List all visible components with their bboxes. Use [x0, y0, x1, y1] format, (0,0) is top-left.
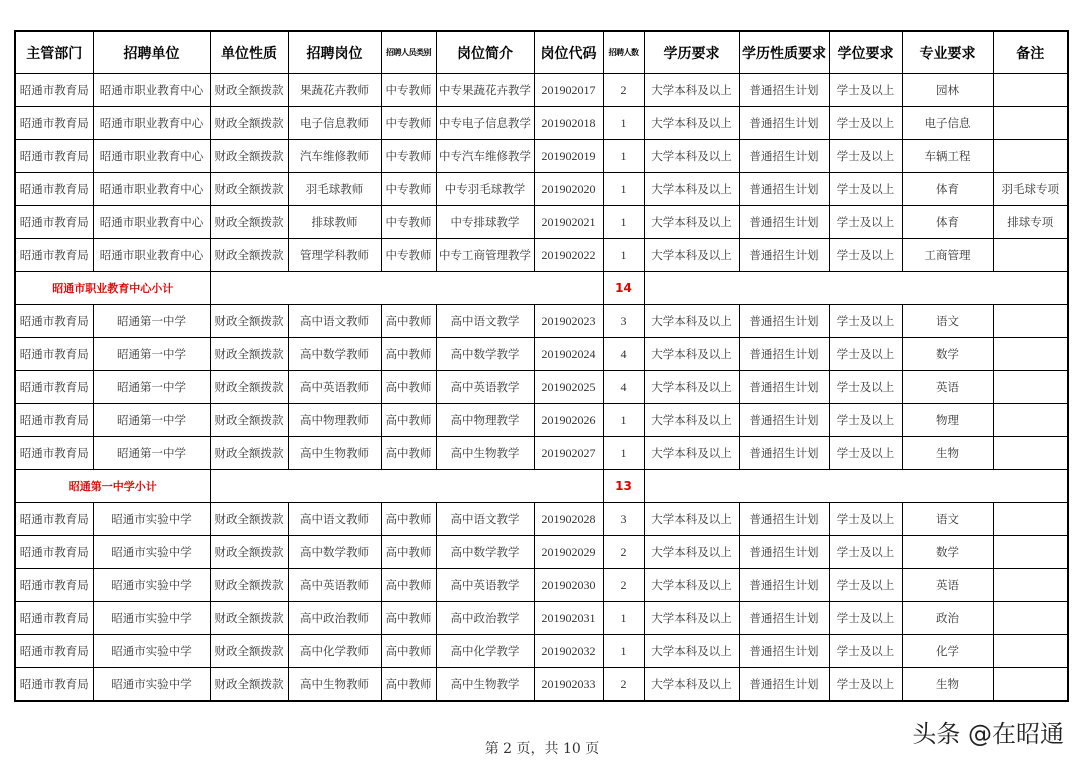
table-cell: 财政全额拨款	[210, 602, 288, 635]
subtotal-label: 昭通第一中学小计	[15, 470, 210, 503]
table-cell: 大学本科及以上	[644, 404, 739, 437]
table-cell: 昭通市教育局	[15, 635, 93, 668]
table-row	[15, 74, 1068, 107]
table-cell: 高中生物教师	[288, 668, 381, 702]
table-cell: 高中教师	[381, 668, 436, 702]
table-cell: 高中英语教学	[436, 569, 534, 602]
table-cell: 排球专项	[993, 206, 1068, 239]
table-cell: 大学本科及以上	[644, 503, 739, 536]
table-cell: 大学本科及以上	[644, 140, 739, 173]
table-cell: 高中化学教师	[288, 635, 381, 668]
table-cell: 高中教师	[381, 305, 436, 338]
table-cell: 201902018	[534, 107, 603, 140]
table-cell: 学士及以上	[829, 602, 902, 635]
table-cell: 普通招生计划	[739, 140, 829, 173]
table-cell: 英语	[902, 569, 993, 602]
table-cell: 昭通市教育局	[15, 569, 93, 602]
table-cell: 财政全额拨款	[210, 140, 288, 173]
table-cell: 生物	[902, 668, 993, 702]
table-cell: 大学本科及以上	[644, 437, 739, 470]
table-cell: 电子信息	[902, 107, 993, 140]
subtotal-count: 14	[603, 272, 644, 305]
table-cell: 201902033	[534, 668, 603, 702]
table-cell: 201902022	[534, 239, 603, 272]
table-cell: 普通招生计划	[739, 536, 829, 569]
table-cell: 高中数学教师	[288, 338, 381, 371]
table-cell: 昭通市教育局	[15, 338, 93, 371]
table-row	[15, 371, 1068, 404]
table-cell	[993, 437, 1068, 470]
table-cell: 高中语文教师	[288, 305, 381, 338]
column-header: 单位性质	[210, 31, 288, 74]
table-cell: 普通招生计划	[739, 338, 829, 371]
table-cell: 大学本科及以上	[644, 206, 739, 239]
table-cell: 财政全额拨款	[210, 536, 288, 569]
table-cell: 学士及以上	[829, 239, 902, 272]
table-cell: 数学	[902, 536, 993, 569]
table-cell: 普通招生计划	[739, 503, 829, 536]
table-cell: 1	[603, 602, 644, 635]
table-cell: 201902019	[534, 140, 603, 173]
table-cell	[993, 635, 1068, 668]
table-cell	[993, 338, 1068, 371]
table-cell: 昭通市教育局	[15, 107, 93, 140]
table-cell: 201902032	[534, 635, 603, 668]
table-cell: 201902025	[534, 371, 603, 404]
table-cell: 中专电子信息教学	[436, 107, 534, 140]
table-cell: 高中教师	[381, 569, 436, 602]
table-cell: 普通招生计划	[739, 206, 829, 239]
table-cell: 昭通市职业教育中心	[93, 173, 210, 206]
table-cell: 中专果蔬花卉教学	[436, 74, 534, 107]
table-cell: 财政全额拨款	[210, 371, 288, 404]
subtotal-count: 13	[603, 470, 644, 503]
table-cell: 1	[603, 239, 644, 272]
recruitment-table	[14, 30, 1069, 702]
table-cell: 车辆工程	[902, 140, 993, 173]
table-cell: 财政全额拨款	[210, 74, 288, 107]
table-cell: 普通招生计划	[739, 437, 829, 470]
table-cell: 大学本科及以上	[644, 668, 739, 702]
table-cell: 普通招生计划	[739, 239, 829, 272]
table-cell: 中专工商管理教学	[436, 239, 534, 272]
table-cell	[993, 305, 1068, 338]
table-cell	[993, 140, 1068, 173]
table-cell: 大学本科及以上	[644, 635, 739, 668]
table-cell: 201902017	[534, 74, 603, 107]
table-cell: 昭通市教育局	[15, 140, 93, 173]
table-cell: 中专教师	[381, 239, 436, 272]
table-cell: 高中教师	[381, 503, 436, 536]
table-cell: 昭通市实验中学	[93, 602, 210, 635]
table-header	[15, 31, 1068, 74]
table-cell: 财政全额拨款	[210, 338, 288, 371]
table-cell: 语文	[902, 503, 993, 536]
table-cell	[993, 74, 1068, 107]
table-cell: 高中教师	[381, 371, 436, 404]
table-row	[15, 437, 1068, 470]
table-cell: 大学本科及以上	[644, 239, 739, 272]
table-cell: 高中英语教学	[436, 371, 534, 404]
table-cell: 英语	[902, 371, 993, 404]
table-cell: 201902031	[534, 602, 603, 635]
subtotal-label: 昭通市职业教育中心小计	[15, 272, 210, 305]
table-cell: 201902027	[534, 437, 603, 470]
table-cell: 学士及以上	[829, 536, 902, 569]
table-cell: 电子信息教师	[288, 107, 381, 140]
table-row	[15, 173, 1068, 206]
table-cell: 财政全额拨款	[210, 569, 288, 602]
column-header: 学位要求	[829, 31, 902, 74]
table-cell: 中专排球教学	[436, 206, 534, 239]
table-cell: 财政全额拨款	[210, 173, 288, 206]
table-cell: 学士及以上	[829, 569, 902, 602]
table-cell: 大学本科及以上	[644, 305, 739, 338]
table-row	[15, 503, 1068, 536]
table-cell: 学士及以上	[829, 635, 902, 668]
table-row	[15, 107, 1068, 140]
table-cell: 1	[603, 437, 644, 470]
table-cell: 财政全额拨款	[210, 206, 288, 239]
table-cell: 财政全额拨款	[210, 668, 288, 702]
table-cell: 高中生物教师	[288, 437, 381, 470]
table-cell: 昭通市实验中学	[93, 635, 210, 668]
table-cell: 学士及以上	[829, 74, 902, 107]
page-number: 第 2 页，共 10 页	[484, 741, 600, 757]
table-cell: 体育	[902, 206, 993, 239]
table-cell: 汽车维修教师	[288, 140, 381, 173]
table-cell: 大学本科及以上	[644, 536, 739, 569]
table-cell: 201902030	[534, 569, 603, 602]
table-cell: 大学本科及以上	[644, 602, 739, 635]
table-cell: 普通招生计划	[739, 173, 829, 206]
column-header: 备注	[993, 31, 1068, 74]
table-cell: 学士及以上	[829, 437, 902, 470]
watermark: 头条 @在昭通	[912, 720, 1064, 748]
table-cell: 201902028	[534, 503, 603, 536]
table-cell: 昭通市教育局	[15, 668, 93, 702]
table-cell: 体育	[902, 173, 993, 206]
table-cell: 普通招生计划	[739, 569, 829, 602]
subtotal-blank	[644, 272, 1068, 305]
table-row	[15, 569, 1068, 602]
table-cell: 高中生物教学	[436, 668, 534, 702]
table-row	[15, 602, 1068, 635]
table-cell: 高中教师	[381, 536, 436, 569]
table-cell: 昭通市职业教育中心	[93, 74, 210, 107]
table-cell: 财政全额拨款	[210, 635, 288, 668]
table-cell: 昭通第一中学	[93, 305, 210, 338]
table-cell: 高中教师	[381, 635, 436, 668]
table-cell: 4	[603, 338, 644, 371]
table-cell: 中专教师	[381, 206, 436, 239]
table-cell: 普通招生计划	[739, 305, 829, 338]
table-cell: 高中教师	[381, 404, 436, 437]
table-cell: 昭通市实验中学	[93, 569, 210, 602]
table-cell: 政治	[902, 602, 993, 635]
table-cell: 昭通市教育局	[15, 239, 93, 272]
table-cell: 高中语文教学	[436, 305, 534, 338]
table-body	[15, 74, 1068, 702]
table-cell: 高中教师	[381, 338, 436, 371]
table-cell: 昭通市教育局	[15, 173, 93, 206]
subtotal-row	[15, 272, 1068, 305]
table-cell: 财政全额拨款	[210, 305, 288, 338]
table-cell: 大学本科及以上	[644, 173, 739, 206]
table-cell: 2	[603, 74, 644, 107]
table-cell: 昭通第一中学	[93, 437, 210, 470]
table-cell: 昭通第一中学	[93, 371, 210, 404]
table-cell: 2	[603, 569, 644, 602]
table-cell: 财政全额拨款	[210, 404, 288, 437]
table-cell: 大学本科及以上	[644, 371, 739, 404]
table-cell: 生物	[902, 437, 993, 470]
table-row	[15, 635, 1068, 668]
table-cell	[993, 536, 1068, 569]
table-cell	[993, 239, 1068, 272]
table-cell: 高中数学教学	[436, 338, 534, 371]
table-cell: 昭通市职业教育中心	[93, 140, 210, 173]
table-cell: 昭通市职业教育中心	[93, 239, 210, 272]
table-cell: 昭通市职业教育中心	[93, 206, 210, 239]
table-cell: 语文	[902, 305, 993, 338]
table-cell: 3	[603, 503, 644, 536]
table-cell	[993, 107, 1068, 140]
column-header: 招聘人员类别	[381, 31, 436, 74]
subtotal-blank	[644, 470, 1068, 503]
header-row	[15, 31, 1068, 74]
table-cell: 中专汽车维修教学	[436, 140, 534, 173]
table-cell	[993, 569, 1068, 602]
table-cell: 201902026	[534, 404, 603, 437]
table-cell: 201902021	[534, 206, 603, 239]
table-row	[15, 140, 1068, 173]
table-cell: 中专教师	[381, 74, 436, 107]
table-cell: 中专教师	[381, 107, 436, 140]
table-cell: 201902023	[534, 305, 603, 338]
table-cell: 中专教师	[381, 140, 436, 173]
table-cell: 学士及以上	[829, 305, 902, 338]
column-header: 招聘人数	[603, 31, 644, 74]
table-cell: 昭通市实验中学	[93, 668, 210, 702]
table-cell: 昭通市教育局	[15, 536, 93, 569]
table-cell: 排球教师	[288, 206, 381, 239]
table-cell: 昭通市教育局	[15, 305, 93, 338]
table-cell: 高中化学教学	[436, 635, 534, 668]
subtotal-blank	[210, 470, 603, 503]
table-cell	[993, 503, 1068, 536]
table-cell	[993, 602, 1068, 635]
table-cell: 普通招生计划	[739, 635, 829, 668]
table-row	[15, 338, 1068, 371]
table-cell: 昭通第一中学	[93, 338, 210, 371]
table-cell: 中专教师	[381, 173, 436, 206]
table-cell: 高中教师	[381, 602, 436, 635]
table-cell: 2	[603, 536, 644, 569]
table-cell: 大学本科及以上	[644, 107, 739, 140]
table-cell: 学士及以上	[829, 173, 902, 206]
table-cell: 数学	[902, 338, 993, 371]
table-cell: 学士及以上	[829, 668, 902, 702]
table-cell: 昭通市教育局	[15, 602, 93, 635]
table-cell: 大学本科及以上	[644, 569, 739, 602]
table-cell: 果蔬花卉教师	[288, 74, 381, 107]
table-cell: 1	[603, 635, 644, 668]
table-cell: 物理	[902, 404, 993, 437]
table-cell: 普通招生计划	[739, 404, 829, 437]
column-header: 岗位简介	[436, 31, 534, 74]
table-cell: 1	[603, 140, 644, 173]
table-cell: 4	[603, 371, 644, 404]
table-cell: 昭通市教育局	[15, 437, 93, 470]
table-cell: 昭通市教育局	[15, 206, 93, 239]
table-row	[15, 239, 1068, 272]
table-cell: 昭通市教育局	[15, 74, 93, 107]
table-cell: 高中数学教学	[436, 536, 534, 569]
table-cell: 大学本科及以上	[644, 338, 739, 371]
table-cell: 学士及以上	[829, 338, 902, 371]
table-cell: 1	[603, 107, 644, 140]
table-cell: 高中英语教师	[288, 371, 381, 404]
table-cell: 管理学科教师	[288, 239, 381, 272]
table-cell: 高中英语教师	[288, 569, 381, 602]
table-cell: 学士及以上	[829, 404, 902, 437]
table-cell: 化学	[902, 635, 993, 668]
table-cell: 羽毛球教师	[288, 173, 381, 206]
table-cell: 财政全额拨款	[210, 503, 288, 536]
table-cell: 园林	[902, 74, 993, 107]
table-cell: 普通招生计划	[739, 107, 829, 140]
column-header: 招聘岗位	[288, 31, 381, 74]
table-row	[15, 404, 1068, 437]
table-cell: 高中教师	[381, 437, 436, 470]
table-cell: 1	[603, 404, 644, 437]
table-cell: 普通招生计划	[739, 602, 829, 635]
table-cell: 1	[603, 206, 644, 239]
table-cell	[993, 371, 1068, 404]
table-cell: 财政全额拨款	[210, 239, 288, 272]
table-cell: 学士及以上	[829, 371, 902, 404]
table-cell: 高中语文教师	[288, 503, 381, 536]
column-header: 学历要求	[644, 31, 739, 74]
column-header: 主管部门	[15, 31, 93, 74]
column-header: 专业要求	[902, 31, 993, 74]
table-cell: 普通招生计划	[739, 74, 829, 107]
table-cell	[993, 668, 1068, 702]
table-row	[15, 668, 1068, 702]
column-header: 学历性质要求	[739, 31, 829, 74]
table-cell: 学士及以上	[829, 107, 902, 140]
table-cell: 201902029	[534, 536, 603, 569]
table-cell: 高中生物教学	[436, 437, 534, 470]
subtotal-blank	[210, 272, 603, 305]
table-cell: 昭通第一中学	[93, 404, 210, 437]
table-cell: 高中政治教师	[288, 602, 381, 635]
subtotal-row	[15, 470, 1068, 503]
table-cell: 工商管理	[902, 239, 993, 272]
table-cell: 普通招生计划	[739, 668, 829, 702]
table-cell: 羽毛球专项	[993, 173, 1068, 206]
table-cell: 学士及以上	[829, 503, 902, 536]
table-cell	[993, 404, 1068, 437]
table-cell: 2	[603, 668, 644, 702]
table-row	[15, 536, 1068, 569]
table-cell: 昭通市职业教育中心	[93, 107, 210, 140]
table-cell: 高中物理教学	[436, 404, 534, 437]
table-cell: 大学本科及以上	[644, 74, 739, 107]
table-cell: 高中物理教师	[288, 404, 381, 437]
table-cell: 普通招生计划	[739, 371, 829, 404]
table-row	[15, 305, 1068, 338]
table-cell: 3	[603, 305, 644, 338]
table-cell: 学士及以上	[829, 140, 902, 173]
table-cell: 高中政治教学	[436, 602, 534, 635]
column-header: 招聘单位	[93, 31, 210, 74]
table-cell: 201902024	[534, 338, 603, 371]
table-cell: 高中数学教师	[288, 536, 381, 569]
table-cell: 昭通市教育局	[15, 503, 93, 536]
table-cell: 昭通市教育局	[15, 404, 93, 437]
table-cell: 学士及以上	[829, 206, 902, 239]
column-header: 岗位代码	[534, 31, 603, 74]
table-cell: 昭通市实验中学	[93, 503, 210, 536]
table-cell: 201902020	[534, 173, 603, 206]
table-cell: 中专羽毛球教学	[436, 173, 534, 206]
table-cell: 1	[603, 173, 644, 206]
table-row	[15, 206, 1068, 239]
table-cell: 高中语文教学	[436, 503, 534, 536]
table-cell: 昭通市实验中学	[93, 536, 210, 569]
table-cell: 财政全额拨款	[210, 107, 288, 140]
table-cell: 财政全额拨款	[210, 437, 288, 470]
table-cell: 昭通市教育局	[15, 371, 93, 404]
